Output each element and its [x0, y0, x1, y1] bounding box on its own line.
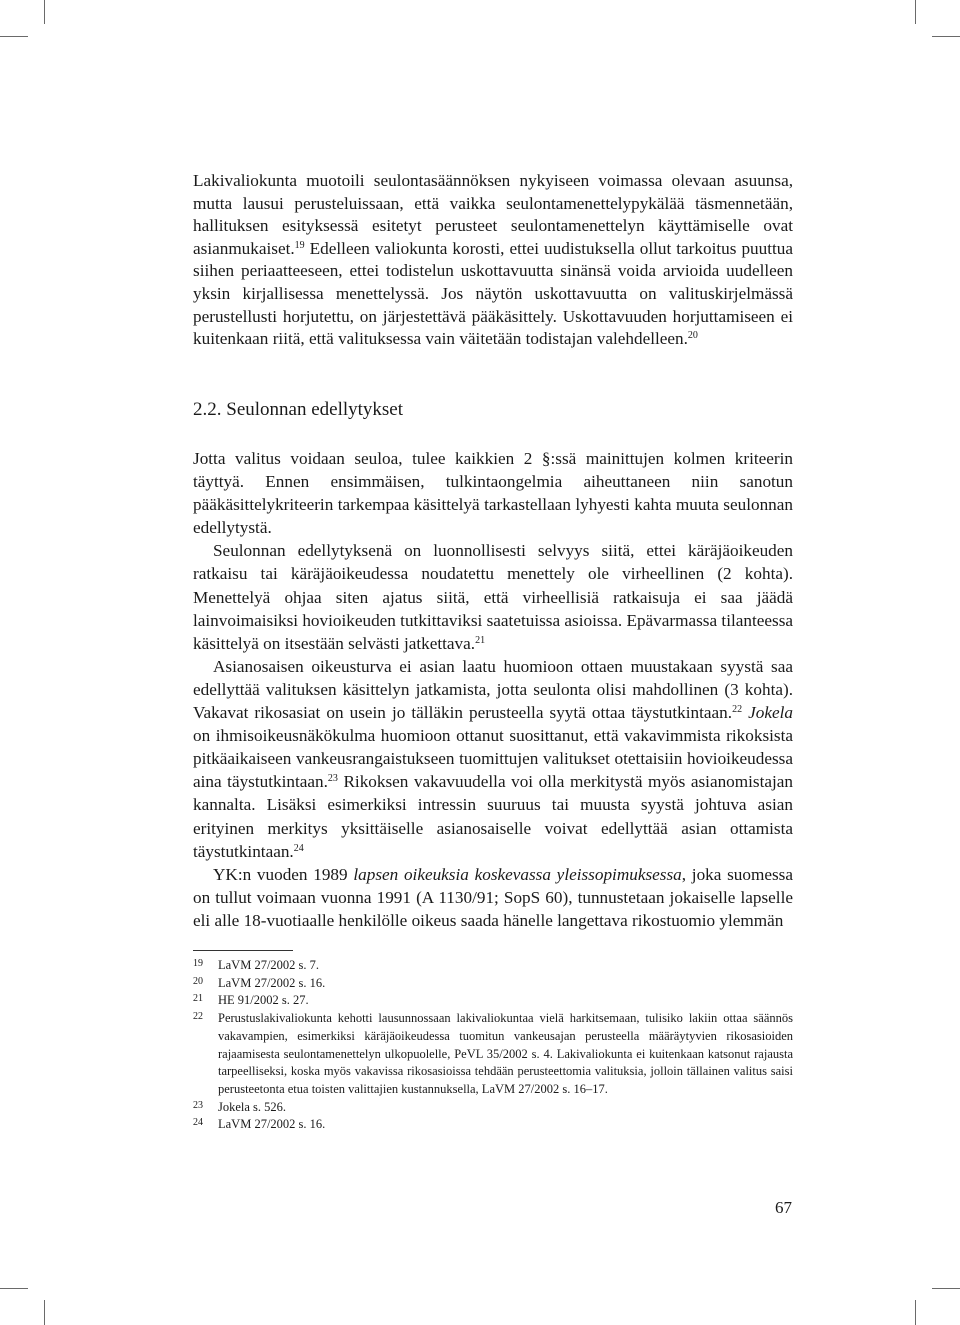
footnote-text: Perustuslakivaliokunta kehotti lausunnossaan lakivaliokuntaa vielä harkitsemaan, tulisiko lakiin ottaa säännös vakavampien, esimerkiksi käräjäoikeudessa tuomitun vankeusajan perusteella määräytyvien rikosasioiden rajaamisesta seulontamenettelyn ulkopuolelle, PeVL 35/2002 s. 4. Lakivaliokunta ei kuitenkaan katsonut rajausta tarpeelliseksi, koska myös vakavissa rikosasioissa tehdään perusteettomia valituksia, jolloin tällainen valitus saisi perusteetonta etua toisten valittajien kustannuksella, LaVM 27/2002 s. 16–17. [218, 1011, 793, 1096]
text-run: Asianosaisen oikeusturva ei asian laatu huomioon ottaen muustakaan syystä saa edellyttää valituksen käsittelyn jatkamista, jotta seulonta olisi mahdollinen (3 kohta). Vakavat rikosasiat on usein jo tälläkin perusteella syytä ottaa täystutkintaan. [193, 656, 793, 723]
footnote-text: LaVM 27/2002 s. 7. [218, 958, 320, 972]
footnote-text: LaVM 27/2002 s. 16. [218, 975, 326, 990]
text-run: Seulonnan edellytyksenä on luonnollisesti selvyys siitä, ettei käräjäoikeuden ratkaisu tai käräjäoikeudessa noudatettu menettely ole virheellinen (2 kohta). Menettelyä ohjaa siten ajatus siitä, että virheellisiä ratkaisuja ei saa jäädä lainvoimaisiksi hovioikeuden tutkittaviksi saatetuissa asioissa. Epävarmassa tilanteessa käsittelyä on itsestään selvästi jatkettava. [193, 541, 794, 653]
crop-mark [932, 36, 960, 37]
footnote-number: 24 [193, 1117, 203, 1129]
footnote-ref: 22 [732, 704, 743, 716]
paragraph [193, 655, 793, 863]
footnote [193, 1010, 793, 1099]
text-run: YK:n vuoden 1989 [213, 864, 354, 884]
paragraph [193, 539, 793, 654]
crop-mark [0, 36, 28, 37]
footnote-number: 23 [193, 1099, 203, 1111]
section-heading: 2.2. Seulonnan edellytykset [193, 399, 404, 420]
footnote-ref: 19 [294, 239, 305, 251]
text-run: Edelleen valiokunta korosti, ettei uudistuksella ollut tarkoitus puuttua siihen periaatteeseen, ettei todistelun uskottavuutta sinänsä voida arvioida uudelleen yksin kirjallisessa menettelyssä. Jos näytön uskottavuutta on valituskirjelmässä perustellusti horjutettu, on järjestettävä pääkäsittely. Uskottavuuden horjuttamiseen ei kuitenkaan riitä, että valituksessa vain väitetään todistajan valehdelleen. [193, 238, 793, 349]
text-run: on ihmisoikeusnäkökulma huomioon ottanut suosittanut, että vakavimmista rikoksista pitkäaikaiseen vankeusrangaistukseen tuomittujen valitukset otettaisiin hovioikeudessa aina täystutkintaan. [193, 726, 793, 792]
footnote-ref: 20 [687, 330, 698, 342]
footnote [193, 1116, 793, 1134]
footnote [193, 957, 793, 975]
crop-mark [0, 1288, 28, 1289]
paragraph [193, 863, 793, 932]
footnote-number: 21 [193, 993, 203, 1005]
footnote [193, 975, 793, 993]
footnote [193, 1099, 793, 1117]
footnote-text: Jokela s. 526. [218, 1099, 287, 1114]
crop-mark [44, 1300, 45, 1325]
crop-mark [932, 1288, 960, 1289]
footnotes [193, 957, 793, 1134]
text-run: , joka suomessa on tullut voimaan vuonna 1991 (A 1130/91; SopS 60), tunnustetaan jokaiselle lapselle eli alle 18-vuotiaalle henkilölle oikeus saada hänelle langettava rikostuomio ylemmän [193, 864, 793, 930]
footnote-text: LaVM 27/2002 s. 16. [218, 1117, 326, 1132]
footnote-ref: 24 [293, 842, 304, 854]
footnote-ref: 23 [327, 773, 338, 785]
footnote-text: HE 91/2002 s. 27. [218, 993, 309, 1008]
paragraph: Jotta valitus voidaan seuloa, tulee kaikkien 2 §:ssä mainittujen kolmen kriteerin täyttyä. Ennen ensimmäisen, tulkintaongelmia aiheuttaneen niin sanotun pääkäsittelykriteerin tarkempaa käsittelyä tarkastellaan lyhyesti kahta muuta seulonnan edellytystä. [193, 449, 793, 538]
italic-title: lapsen oikeuksia koskevassa yleissopimuksessa [353, 864, 682, 884]
text-run: Rikoksen vakavuudella voi olla merkitystä myös asianomistajan kannalta. Lisäksi esimerkiksi intressin suuruus tai muusta syystä johtuva asian erityinen merkitys yksittäiselle asianosaiselle voivat edellyttää asian ottamista täystutkintaan. [193, 772, 793, 861]
paragraph [193, 170, 793, 351]
body-text-top [193, 170, 793, 351]
footnote-number: 20 [193, 975, 203, 987]
section-body [193, 447, 793, 932]
crop-mark [915, 0, 916, 24]
footnote-number: 22 [193, 1011, 203, 1023]
footnote-ref: 21 [475, 634, 486, 646]
italic-name: Jokela [748, 703, 794, 723]
page-number: 67 [775, 1198, 792, 1217]
footnote-rule [193, 950, 293, 951]
crop-mark [44, 0, 45, 24]
text-run: Lakivaliokunta muotoili seulontasäännöksen nykyiseen voimassa olevaan asuunsa, mutta lausui perusteluissaan, että vaikka seulontamenettelypykälää täsmennetään, hallituksen esityksessä esitetyt perusteet seulontamenettelyn käyttämiselle ovat asianmukaiset. [193, 171, 793, 258]
footnote [193, 992, 793, 1010]
footnote-number: 19 [193, 958, 203, 969]
crop-mark [915, 1300, 916, 1325]
